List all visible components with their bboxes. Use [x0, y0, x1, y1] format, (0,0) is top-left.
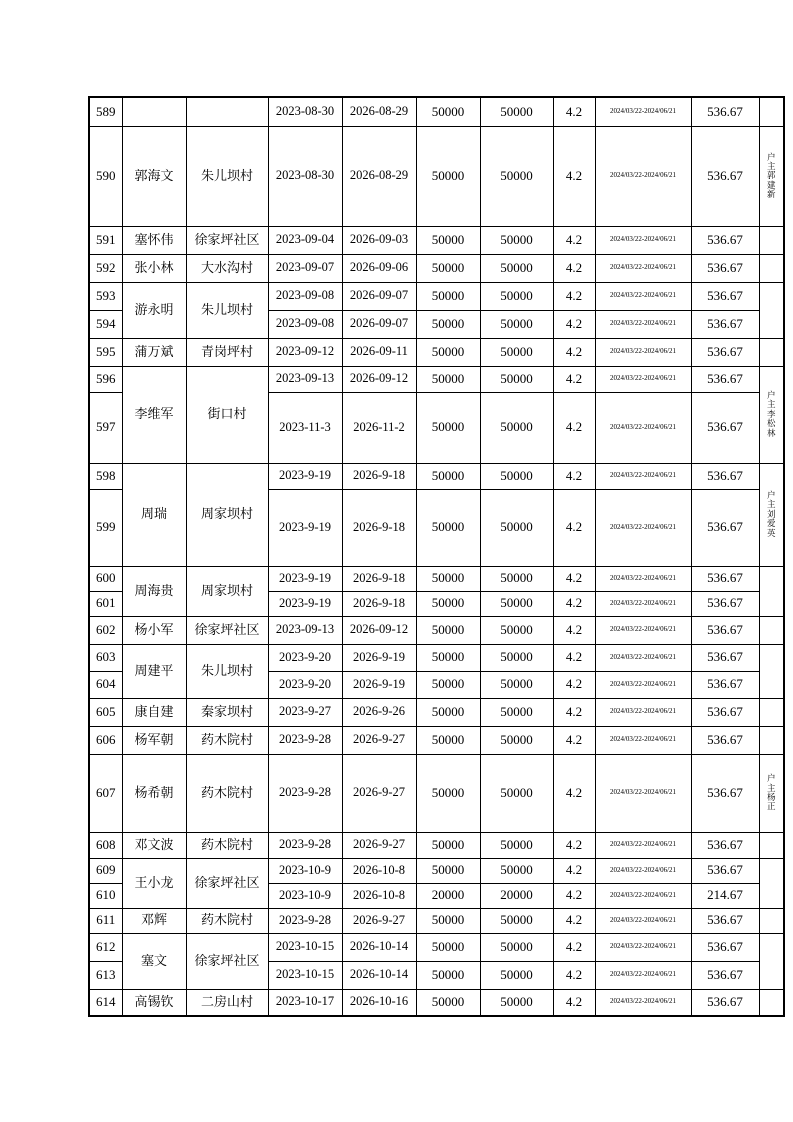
cell-remark — [759, 616, 784, 644]
table-row — [89, 254, 784, 282]
cell-row-number: 593 — [89, 282, 122, 310]
cell-interest-value: 536.67 — [691, 338, 759, 366]
cell-remark — [759, 126, 784, 226]
cell-start-date: 2023-9-19 — [268, 489, 342, 566]
cell-remark — [759, 97, 784, 126]
cell-rate: 4.2 — [553, 566, 595, 591]
cell-village: 药木院村 — [186, 726, 268, 754]
cell-rate: 4.2 — [553, 254, 595, 282]
cell-start-date: 2023-09-13 — [268, 366, 342, 392]
cell-rate: 4.2 — [553, 989, 595, 1016]
cell-start-date: 2023-9-19 — [268, 591, 342, 616]
cell-interest-period: 2024/03/22-2024/06/21 — [595, 832, 691, 858]
cell-row-number: 591 — [89, 226, 122, 254]
cell-amount-1: 50000 — [416, 226, 480, 254]
cell-amount-2: 50000 — [480, 644, 553, 671]
cell-start-date: 2023-09-08 — [268, 310, 342, 338]
cell-interest-value: 214.67 — [691, 883, 759, 908]
remark-vertical-text: 户 主 李 松 林 — [766, 390, 776, 438]
cell-amount-2: 50000 — [480, 489, 553, 566]
cell-start-date: 2023-08-30 — [268, 97, 342, 126]
cell-row-number: 608 — [89, 832, 122, 858]
cell-rate: 4.2 — [553, 908, 595, 933]
cell-start-date: 2023-10-9 — [268, 858, 342, 883]
cell-rate: 4.2 — [553, 310, 595, 338]
cell-borrower-name: 塞怀伟 — [122, 226, 186, 254]
cell-end-date: 2026-10-14 — [342, 961, 416, 989]
cell-village: 药木院村 — [186, 908, 268, 933]
cell-end-date: 2026-10-8 — [342, 883, 416, 908]
cell-interest-value: 536.67 — [691, 698, 759, 726]
cell-amount-1: 50000 — [416, 254, 480, 282]
cell-row-number: 612 — [89, 933, 122, 961]
cell-interest-period: 2024/03/22-2024/06/21 — [595, 463, 691, 489]
cell-amount-1: 50000 — [416, 698, 480, 726]
cell-row-number: 599 — [89, 489, 122, 566]
cell-borrower-name: 蒲万斌 — [122, 338, 186, 366]
table-row — [89, 754, 784, 832]
cell-end-date: 2026-9-18 — [342, 463, 416, 489]
cell-interest-period: 2024/03/22-2024/06/21 — [595, 310, 691, 338]
cell-row-number: 605 — [89, 698, 122, 726]
cell-amount-1: 50000 — [416, 591, 480, 616]
cell-start-date: 2023-09-12 — [268, 338, 342, 366]
cell-start-date: 2023-9-28 — [268, 908, 342, 933]
cell-borrower-name: 李维军 — [122, 366, 186, 463]
cell-borrower-name: 游永明 — [122, 282, 186, 338]
cell-interest-period: 2024/03/22-2024/06/21 — [595, 392, 691, 463]
cell-amount-1: 50000 — [416, 989, 480, 1016]
cell-start-date: 2023-10-15 — [268, 933, 342, 961]
cell-borrower-name: 杨军朝 — [122, 726, 186, 754]
cell-borrower-name — [122, 97, 186, 126]
table-row — [89, 226, 784, 254]
cell-village: 徐家坪社区 — [186, 933, 268, 989]
cell-rate: 4.2 — [553, 338, 595, 366]
cell-row-number: 611 — [89, 908, 122, 933]
cell-end-date: 2026-09-07 — [342, 282, 416, 310]
cell-interest-value: 536.67 — [691, 989, 759, 1016]
cell-amount-1: 50000 — [416, 726, 480, 754]
cell-row-number: 597 — [89, 392, 122, 463]
cell-amount-2: 50000 — [480, 282, 553, 310]
cell-remark — [759, 908, 784, 933]
cell-amount-1: 20000 — [416, 883, 480, 908]
cell-row-number: 603 — [89, 644, 122, 671]
cell-interest-value: 536.67 — [691, 366, 759, 392]
cell-amount-2: 50000 — [480, 726, 553, 754]
cell-interest-period: 2024/03/22-2024/06/21 — [595, 97, 691, 126]
cell-rate: 4.2 — [553, 616, 595, 644]
cell-borrower-name: 康自建 — [122, 698, 186, 726]
cell-interest-value: 536.67 — [691, 644, 759, 671]
cell-row-number: 589 — [89, 97, 122, 126]
cell-interest-value: 536.67 — [691, 726, 759, 754]
cell-interest-period: 2024/03/22-2024/06/21 — [595, 858, 691, 883]
cell-amount-2: 50000 — [480, 463, 553, 489]
cell-borrower-name: 塞文 — [122, 933, 186, 989]
cell-amount-2: 50000 — [480, 961, 553, 989]
cell-amount-1: 50000 — [416, 282, 480, 310]
cell-start-date: 2023-09-07 — [268, 254, 342, 282]
table-row — [89, 858, 784, 883]
cell-interest-value: 536.67 — [691, 671, 759, 698]
cell-interest-period: 2024/03/22-2024/06/21 — [595, 883, 691, 908]
cell-amount-1: 50000 — [416, 616, 480, 644]
cell-interest-period: 2024/03/22-2024/06/21 — [595, 961, 691, 989]
table-row — [89, 566, 784, 591]
cell-end-date: 2026-9-27 — [342, 726, 416, 754]
cell-borrower-name: 邓文波 — [122, 832, 186, 858]
cell-rate: 4.2 — [553, 591, 595, 616]
table-row — [89, 989, 784, 1016]
cell-amount-2: 50000 — [480, 392, 553, 463]
cell-amount-1: 50000 — [416, 566, 480, 591]
cell-remark — [759, 989, 784, 1016]
cell-interest-period: 2024/03/22-2024/06/21 — [595, 591, 691, 616]
cell-end-date: 2026-09-03 — [342, 226, 416, 254]
cell-amount-1: 50000 — [416, 366, 480, 392]
cell-interest-value: 536.67 — [691, 254, 759, 282]
cell-village: 徐家坪社区 — [186, 616, 268, 644]
table-row — [89, 97, 784, 126]
cell-amount-1: 50000 — [416, 489, 480, 566]
cell-interest-value: 536.67 — [691, 97, 759, 126]
cell-village: 朱儿坝村 — [186, 644, 268, 698]
cell-amount-2: 50000 — [480, 97, 553, 126]
cell-amount-1: 50000 — [416, 97, 480, 126]
cell-rate: 4.2 — [553, 671, 595, 698]
cell-interest-period: 2024/03/22-2024/06/21 — [595, 282, 691, 310]
cell-start-date: 2023-9-19 — [268, 463, 342, 489]
cell-borrower-name: 杨小军 — [122, 616, 186, 644]
cell-amount-1: 50000 — [416, 832, 480, 858]
cell-start-date: 2023-10-9 — [268, 883, 342, 908]
cell-rate: 4.2 — [553, 832, 595, 858]
cell-end-date: 2026-9-27 — [342, 908, 416, 933]
cell-row-number: 600 — [89, 566, 122, 591]
cell-amount-1: 50000 — [416, 310, 480, 338]
cell-interest-period: 2024/03/22-2024/06/21 — [595, 616, 691, 644]
cell-interest-period: 2024/03/22-2024/06/21 — [595, 933, 691, 961]
cell-amount-2: 50000 — [480, 226, 553, 254]
cell-end-date: 2026-9-26 — [342, 698, 416, 726]
cell-amount-2: 50000 — [480, 126, 553, 226]
cell-amount-1: 50000 — [416, 126, 480, 226]
cell-interest-value: 536.67 — [691, 566, 759, 591]
cell-village: 二房山村 — [186, 989, 268, 1016]
cell-amount-2: 50000 — [480, 858, 553, 883]
cell-row-number: 610 — [89, 883, 122, 908]
cell-village: 朱儿坝村 — [186, 282, 268, 338]
cell-amount-1: 50000 — [416, 644, 480, 671]
cell-amount-2: 50000 — [480, 310, 553, 338]
cell-start-date: 2023-9-19 — [268, 566, 342, 591]
cell-interest-period: 2024/03/22-2024/06/21 — [595, 989, 691, 1016]
table-row — [89, 616, 784, 644]
cell-row-number: 602 — [89, 616, 122, 644]
cell-row-number: 598 — [89, 463, 122, 489]
cell-remark — [759, 226, 784, 254]
table-row — [89, 933, 784, 961]
cell-interest-period: 2024/03/22-2024/06/21 — [595, 566, 691, 591]
remark-vertical-text: 户 主 郭 建 新 — [766, 151, 776, 200]
cell-rate: 4.2 — [553, 961, 595, 989]
cell-remark — [759, 644, 784, 698]
table-row — [89, 282, 784, 310]
cell-start-date: 2023-10-17 — [268, 989, 342, 1016]
cell-rate: 4.2 — [553, 489, 595, 566]
cell-start-date: 2023-10-15 — [268, 961, 342, 989]
cell-start-date: 2023-9-20 — [268, 644, 342, 671]
cell-village: 周家坝村 — [186, 566, 268, 616]
cell-start-date: 2023-09-08 — [268, 282, 342, 310]
cell-interest-value: 536.67 — [691, 858, 759, 883]
cell-end-date: 2026-10-14 — [342, 933, 416, 961]
cell-amount-2: 50000 — [480, 591, 553, 616]
cell-amount-1: 50000 — [416, 754, 480, 832]
cell-borrower-name: 周海贵 — [122, 566, 186, 616]
cell-rate: 4.2 — [553, 858, 595, 883]
cell-amount-2: 50000 — [480, 933, 553, 961]
cell-interest-period: 2024/03/22-2024/06/21 — [595, 908, 691, 933]
cell-start-date: 2023-9-27 — [268, 698, 342, 726]
cell-end-date: 2026-9-19 — [342, 644, 416, 671]
cell-interest-value: 536.67 — [691, 463, 759, 489]
table-row — [89, 366, 784, 392]
cell-interest-period: 2024/03/22-2024/06/21 — [595, 338, 691, 366]
cell-amount-2: 50000 — [480, 754, 553, 832]
cell-borrower-name: 王小龙 — [122, 858, 186, 908]
cell-interest-period: 2024/03/22-2024/06/21 — [595, 754, 691, 832]
cell-village: 药木院村 — [186, 754, 268, 832]
cell-amount-2: 50000 — [480, 254, 553, 282]
cell-borrower-name: 周瑞 — [122, 463, 186, 566]
cell-interest-period: 2024/03/22-2024/06/21 — [595, 126, 691, 226]
cell-rate: 4.2 — [553, 366, 595, 392]
cell-end-date: 2026-09-12 — [342, 616, 416, 644]
cell-row-number: 609 — [89, 858, 122, 883]
cell-row-number: 614 — [89, 989, 122, 1016]
cell-interest-value: 536.67 — [691, 908, 759, 933]
cell-row-number: 595 — [89, 338, 122, 366]
cell-end-date: 2026-09-07 — [342, 310, 416, 338]
cell-remark — [759, 858, 784, 908]
cell-remark — [759, 254, 784, 282]
cell-rate: 4.2 — [553, 392, 595, 463]
cell-remark — [759, 566, 784, 616]
cell-borrower-name: 高锡钦 — [122, 989, 186, 1016]
cell-row-number: 604 — [89, 671, 122, 698]
cell-start-date: 2023-11-3 — [268, 392, 342, 463]
cell-village: 大水沟村 — [186, 254, 268, 282]
cell-remark — [759, 282, 784, 338]
cell-row-number: 596 — [89, 366, 122, 392]
cell-end-date: 2026-10-8 — [342, 858, 416, 883]
remark-vertical-text: 户 主 刘 爱 英 — [766, 490, 776, 538]
cell-interest-value: 536.67 — [691, 754, 759, 832]
cell-end-date: 2026-10-16 — [342, 989, 416, 1016]
cell-start-date: 2023-9-28 — [268, 832, 342, 858]
cell-interest-value: 536.67 — [691, 832, 759, 858]
cell-village — [186, 97, 268, 126]
cell-interest-period: 2024/03/22-2024/06/21 — [595, 226, 691, 254]
cell-borrower-name: 周建平 — [122, 644, 186, 698]
cell-amount-2: 50000 — [480, 989, 553, 1016]
cell-village: 药木院村 — [186, 832, 268, 858]
cell-borrower-name: 张小林 — [122, 254, 186, 282]
cell-amount-2: 20000 — [480, 883, 553, 908]
cell-interest-value: 536.67 — [691, 489, 759, 566]
cell-village: 徐家坪社区 — [186, 226, 268, 254]
table-row — [89, 463, 784, 489]
loan-table-body — [89, 97, 784, 1016]
cell-rate: 4.2 — [553, 883, 595, 908]
cell-amount-2: 50000 — [480, 566, 553, 591]
cell-amount-1: 50000 — [416, 392, 480, 463]
cell-end-date: 2026-11-2 — [342, 392, 416, 463]
cell-row-number: 607 — [89, 754, 122, 832]
cell-interest-value: 536.67 — [691, 282, 759, 310]
cell-end-date: 2026-09-06 — [342, 254, 416, 282]
cell-borrower-name: 邓辉 — [122, 908, 186, 933]
cell-amount-1: 50000 — [416, 338, 480, 366]
cell-village: 青岗坪村 — [186, 338, 268, 366]
table-row — [89, 698, 784, 726]
cell-rate: 4.2 — [553, 726, 595, 754]
cell-interest-value: 536.67 — [691, 226, 759, 254]
cell-village: 街口村 — [186, 366, 268, 463]
cell-amount-1: 50000 — [416, 933, 480, 961]
cell-end-date: 2026-9-27 — [342, 832, 416, 858]
cell-interest-value: 536.67 — [691, 310, 759, 338]
cell-interest-value: 536.67 — [691, 961, 759, 989]
table-row — [89, 338, 784, 366]
cell-amount-2: 50000 — [480, 908, 553, 933]
cell-interest-period: 2024/03/22-2024/06/21 — [595, 671, 691, 698]
table-row — [89, 908, 784, 933]
cell-interest-value: 536.67 — [691, 933, 759, 961]
table-row — [89, 832, 784, 858]
cell-amount-1: 50000 — [416, 858, 480, 883]
cell-start-date: 2023-09-13 — [268, 616, 342, 644]
cell-interest-period: 2024/03/22-2024/06/21 — [595, 489, 691, 566]
cell-amount-2: 50000 — [480, 366, 553, 392]
cell-row-number: 613 — [89, 961, 122, 989]
cell-remark — [759, 463, 784, 566]
cell-village: 徐家坪社区 — [186, 858, 268, 908]
cell-rate: 4.2 — [553, 644, 595, 671]
cell-end-date: 2026-9-18 — [342, 489, 416, 566]
cell-rate: 4.2 — [553, 463, 595, 489]
cell-remark — [759, 698, 784, 726]
cell-start-date: 2023-9-28 — [268, 726, 342, 754]
table-row — [89, 644, 784, 671]
cell-amount-2: 50000 — [480, 338, 553, 366]
cell-row-number: 601 — [89, 591, 122, 616]
cell-end-date: 2026-09-11 — [342, 338, 416, 366]
cell-start-date: 2023-9-20 — [268, 671, 342, 698]
cell-rate: 4.2 — [553, 933, 595, 961]
cell-end-date: 2026-08-29 — [342, 97, 416, 126]
remark-vertical-text: 户 主 杨 正 — [766, 773, 776, 812]
table-row — [89, 726, 784, 754]
cell-interest-value: 536.67 — [691, 591, 759, 616]
cell-rate: 4.2 — [553, 226, 595, 254]
cell-interest-period: 2024/03/22-2024/06/21 — [595, 366, 691, 392]
cell-rate: 4.2 — [553, 282, 595, 310]
cell-row-number: 606 — [89, 726, 122, 754]
cell-interest-period: 2024/03/22-2024/06/21 — [595, 698, 691, 726]
cell-amount-2: 50000 — [480, 832, 553, 858]
cell-start-date: 2023-9-28 — [268, 754, 342, 832]
cell-interest-value: 536.67 — [691, 126, 759, 226]
cell-village: 朱儿坝村 — [186, 126, 268, 226]
cell-end-date: 2026-9-18 — [342, 566, 416, 591]
cell-borrower-name: 郭海文 — [122, 126, 186, 226]
cell-amount-1: 50000 — [416, 961, 480, 989]
cell-end-date: 2026-9-27 — [342, 754, 416, 832]
loan-records-table — [88, 96, 785, 1017]
cell-interest-value: 536.67 — [691, 392, 759, 463]
cell-rate: 4.2 — [553, 754, 595, 832]
cell-remark — [759, 366, 784, 463]
cell-amount-1: 50000 — [416, 463, 480, 489]
cell-amount-2: 50000 — [480, 616, 553, 644]
cell-remark — [759, 933, 784, 989]
cell-village: 周家坝村 — [186, 463, 268, 566]
cell-row-number: 594 — [89, 310, 122, 338]
cell-interest-period: 2024/03/22-2024/06/21 — [595, 254, 691, 282]
cell-amount-1: 50000 — [416, 908, 480, 933]
cell-interest-period: 2024/03/22-2024/06/21 — [595, 644, 691, 671]
cell-amount-2: 50000 — [480, 698, 553, 726]
cell-amount-2: 50000 — [480, 671, 553, 698]
cell-interest-period: 2024/03/22-2024/06/21 — [595, 726, 691, 754]
cell-rate: 4.2 — [553, 126, 595, 226]
cell-start-date: 2023-09-04 — [268, 226, 342, 254]
cell-amount-1: 50000 — [416, 671, 480, 698]
cell-borrower-name: 杨希朝 — [122, 754, 186, 832]
cell-interest-value: 536.67 — [691, 616, 759, 644]
cell-remark — [759, 338, 784, 366]
cell-rate: 4.2 — [553, 97, 595, 126]
cell-remark — [759, 832, 784, 858]
cell-remark — [759, 754, 784, 832]
cell-remark — [759, 726, 784, 754]
cell-rate: 4.2 — [553, 698, 595, 726]
cell-end-date: 2026-09-12 — [342, 366, 416, 392]
table-row — [89, 126, 784, 226]
cell-end-date: 2026-08-29 — [342, 126, 416, 226]
cell-row-number: 592 — [89, 254, 122, 282]
cell-village: 秦家坝村 — [186, 698, 268, 726]
cell-row-number: 590 — [89, 126, 122, 226]
cell-end-date: 2026-9-18 — [342, 591, 416, 616]
cell-end-date: 2026-9-19 — [342, 671, 416, 698]
cell-start-date: 2023-08-30 — [268, 126, 342, 226]
